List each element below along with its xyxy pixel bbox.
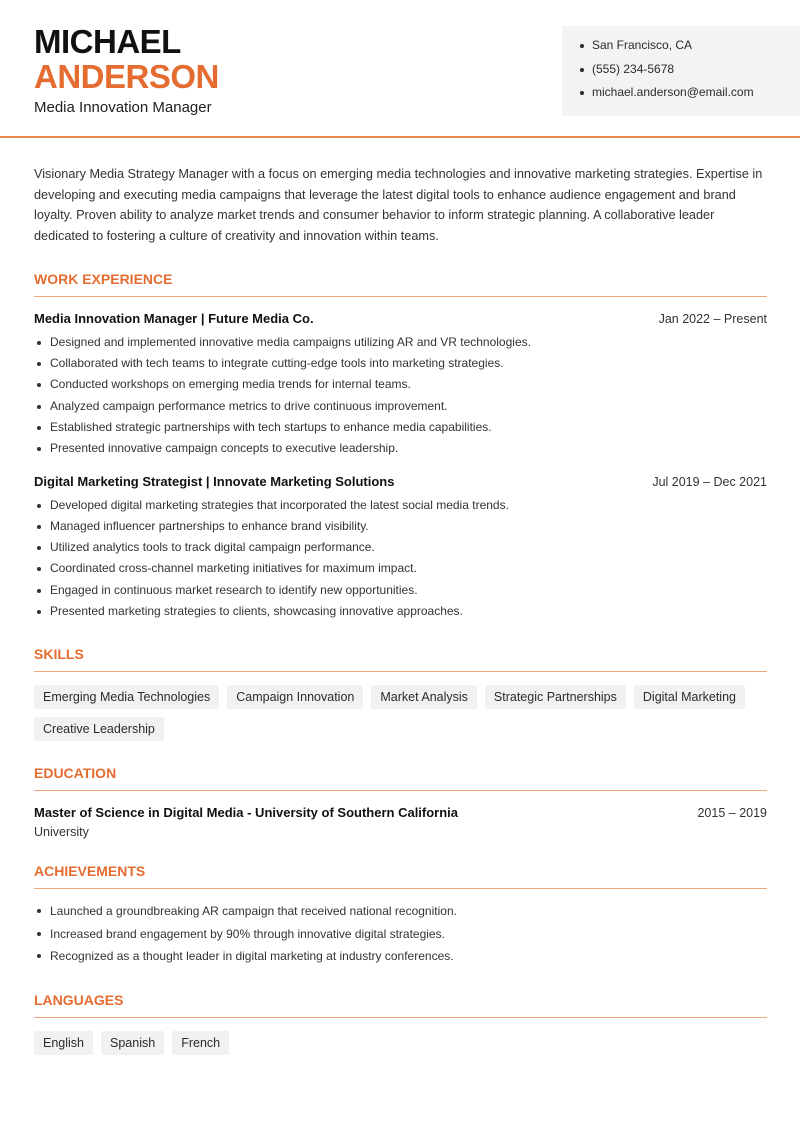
bullet-icon	[580, 68, 584, 72]
bullet-icon	[37, 932, 41, 936]
bullet-icon	[37, 567, 41, 571]
language-chip: Spanish	[101, 1031, 164, 1055]
job-date: Jan 2022 – Present	[658, 311, 767, 326]
job-title: Media Innovation Manager	[34, 99, 212, 116]
contact-text[interactable]: michael.anderson@email.com	[592, 85, 754, 99]
contact-box	[562, 26, 800, 116]
list-item: Presented innovative campaign concepts to executive leadership.	[34, 438, 767, 459]
bullet-icon	[37, 362, 41, 366]
language-chip: French	[172, 1031, 229, 1055]
skill-chip: Campaign Innovation	[227, 685, 363, 709]
job-role: Media Innovation Manager | Future Media Co.	[34, 310, 314, 326]
resume-header	[0, 0, 800, 138]
contact-location	[578, 38, 800, 62]
education-date: 2015 – 2019	[697, 806, 767, 821]
skill-chip: Strategic Partnerships	[485, 685, 626, 709]
achievements-section	[34, 863, 767, 968]
section-title: ACHIEVEMENTS	[34, 863, 767, 889]
summary: Visionary Media Strategy Manager with a focus on emerging media technologies and innovative marketing strategies. Expertise in developing and executing media campaigns that leverage the latest digital tools to enhance audience engagement and brand loyalty. Proven ability to analyze market trends and consumer behavior to inform strategic planning. A collaborative leader dedicated to fostering a culture of creativity and innovation within teams.	[34, 167, 763, 244]
job-entry	[34, 311, 767, 460]
bullet-icon	[37, 504, 41, 508]
contact-text: San Francisco, CA	[592, 38, 693, 52]
job-role: Digital Marketing Strategist | Innovate Marketing Solutions	[34, 473, 395, 489]
language-chip: English	[34, 1031, 93, 1055]
section-title: SKILLS	[34, 646, 767, 672]
skills-section	[34, 646, 767, 741]
bullet-icon	[37, 610, 41, 614]
bullet-icon	[37, 525, 41, 529]
work-experience-section	[34, 271, 767, 623]
bullet-icon	[37, 405, 41, 409]
list-item: Collaborated with tech teams to integrate cutting-edge tools into marketing strategies.	[34, 353, 767, 374]
skills-list	[34, 685, 767, 741]
job-date: Jul 2019 – Dec 2021	[652, 474, 767, 489]
contact-text: (555) 234-5678	[592, 61, 675, 76]
bullet-icon	[37, 447, 41, 451]
candidate-name	[34, 24, 219, 94]
last-name: ANDERSON	[34, 58, 219, 95]
section-title: LANGUAGES	[34, 992, 767, 1018]
list-item: Established strategic partnerships with tech startups to enhance media capabilities.	[34, 417, 767, 438]
list-item: Engaged in continuous market research to identify new opportunities.	[34, 580, 767, 601]
list-item: Coordinated cross-channel marketing initiatives for maximum impact.	[34, 558, 767, 579]
section-title: EDUCATION	[34, 765, 767, 791]
job-bullets	[34, 332, 767, 460]
education-section	[34, 765, 767, 839]
list-item: Conducted workshops on emerging media trends for internal teams.	[34, 374, 767, 395]
first-name: MICHAEL	[34, 23, 181, 60]
skill-chip: Market Analysis	[371, 685, 477, 709]
list-item: Presented marketing strategies to clients, showcasing innovative approaches.	[34, 601, 767, 622]
job-bullets	[34, 495, 767, 623]
bullet-icon	[37, 954, 41, 958]
bullet-icon	[37, 589, 41, 593]
job-entry	[34, 474, 767, 623]
bullet-icon	[37, 546, 41, 550]
education-entry	[34, 805, 767, 839]
section-title: WORK EXPERIENCE	[34, 271, 767, 297]
bullet-icon	[580, 91, 584, 95]
languages-list	[34, 1031, 767, 1055]
bullet-icon	[580, 44, 584, 48]
list-item: Managed influencer partnerships to enhance brand visibility.	[34, 516, 767, 537]
list-item: Recognized as a thought leader in digital marketing at industry conferences.	[34, 945, 767, 968]
bullet-icon	[37, 383, 41, 387]
list-item: Designed and implemented innovative media campaigns utilizing AR and VR technologies.	[34, 332, 767, 353]
list-item: Increased brand engagement by 90% through innovative digital strategies.	[34, 923, 767, 946]
contact-email[interactable]	[578, 85, 800, 109]
bullet-icon	[37, 426, 41, 430]
bullet-icon	[37, 909, 41, 913]
languages-section	[34, 992, 767, 1055]
list-item: Launched a groundbreaking AR campaign that received national recognition.	[34, 900, 767, 923]
bullet-icon	[37, 341, 41, 345]
contact-phone	[578, 62, 800, 86]
skill-chip: Digital Marketing	[634, 685, 745, 709]
degree: Master of Science in Digital Media - University of Southern California	[34, 805, 459, 821]
achievements-list	[34, 900, 767, 968]
list-item: Developed digital marketing strategies that incorporated the latest social media trends.	[34, 495, 767, 516]
list-item: Utilized analytics tools to track digital campaign performance.	[34, 537, 767, 558]
list-item: Analyzed campaign performance metrics to drive continuous improvement.	[34, 396, 767, 417]
skill-chip: Creative Leadership	[34, 717, 164, 741]
skill-chip: Emerging Media Technologies	[34, 685, 219, 709]
resume-body	[34, 164, 767, 1055]
institution-type: University	[34, 825, 89, 840]
